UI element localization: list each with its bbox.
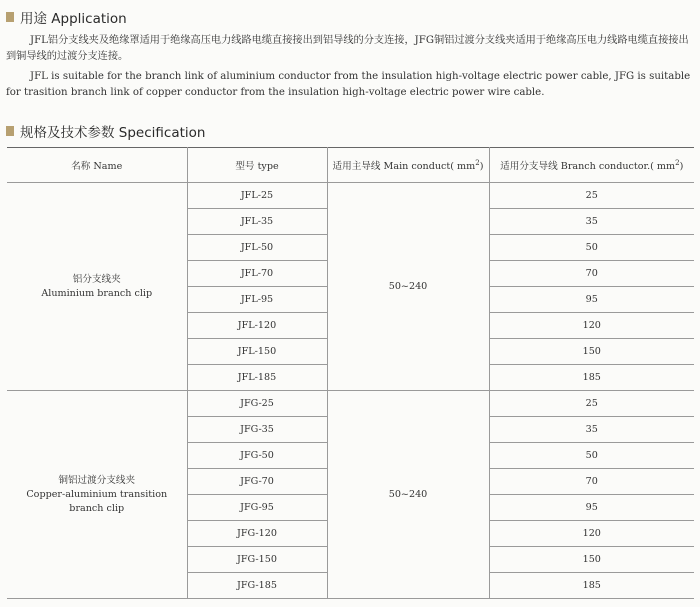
header-main-conductor: 适用主导线 Main conduct( $mm^2$): [327, 148, 489, 183]
type-cell: JFL-95: [187, 287, 327, 313]
type-cell: JFL-35: [187, 209, 327, 235]
application-heading: [6, 7, 127, 27]
product-name-cn: 铜铝过渡分支线夹: [58, 474, 136, 486]
product-name-cell: [7, 183, 187, 391]
type-cell: JFG-50: [187, 443, 327, 469]
branch-conductor-cell: 50: [489, 235, 694, 261]
heading-marker: [6, 126, 14, 136]
heading-marker: [6, 12, 14, 22]
specification-table: [7, 147, 694, 599]
type-cell: JFG-150: [187, 547, 327, 573]
header-type: 型号 type: [187, 148, 327, 183]
specification-heading: [6, 121, 205, 141]
type-cell: JFL-25: [187, 183, 327, 209]
type-cell: JFG-95: [187, 495, 327, 521]
branch-conductor-cell: 185: [489, 365, 694, 391]
product-name-cell: [7, 391, 187, 599]
branch-conductor-cell: 25: [489, 391, 694, 417]
main-conductor-cell: 50~240: [327, 391, 489, 599]
branch-conductor-cell: 35: [489, 417, 694, 443]
main-conductor-cell: 50~240: [327, 183, 489, 391]
header-branch-conductor: 适用分支导线 Branch conductor.( $mm^2$): [489, 148, 694, 183]
header-name: 名称 Name: [7, 148, 187, 183]
type-cell: JFG-25: [187, 391, 327, 417]
branch-conductor-cell: 70: [489, 469, 694, 495]
table-row: [7, 391, 694, 417]
branch-conductor-cell: 120: [489, 313, 694, 339]
product-name-cn: 铝分支线夹: [72, 273, 121, 285]
branch-conductor-cell: 50: [489, 443, 694, 469]
type-cell: JFL-50: [187, 235, 327, 261]
branch-conductor-cell: 25: [489, 183, 694, 209]
type-cell: JFL-120: [187, 313, 327, 339]
specification-heading-text: 规格及技术参数 Specification: [20, 125, 206, 141]
type-cell: JFG-70: [187, 469, 327, 495]
branch-conductor-cell: 35: [489, 209, 694, 235]
branch-conductor-cell: 70: [489, 261, 694, 287]
application-heading-text: 用途 Application: [20, 11, 127, 27]
application-text-cn: JFL铝分支线夹及绝缘罩适用于绝缘高压电力线路电缆直接接出到铝导线的分支连接，JFG铜铝过渡分支线夹适用于绝缘高压电力线路电缆直接接出到铜导线的过渡分支连接。: [6, 35, 689, 62]
type-cell: JFL-70: [187, 261, 327, 287]
type-cell: JFL-150: [187, 339, 327, 365]
type-cell: JFL-185: [187, 365, 327, 391]
type-cell: JFG-120: [187, 521, 327, 547]
branch-conductor-cell: 95: [489, 287, 694, 313]
type-cell: JFG-35: [187, 417, 327, 443]
type-cell: JFG-185: [187, 573, 327, 599]
product-name-en-line2: branch clip: [69, 502, 125, 514]
table-row: [7, 183, 694, 209]
branch-conductor-cell: 150: [489, 547, 694, 573]
product-name-en: Copper-aluminium transition: [26, 488, 168, 500]
table-header-row: [7, 148, 694, 183]
branch-conductor-cell: 120: [489, 521, 694, 547]
product-name-en: Aluminium branch clip: [41, 287, 153, 299]
branch-conductor-cell: 185: [489, 573, 694, 599]
branch-conductor-cell: 95: [489, 495, 694, 521]
application-text-en: JFL is suitable for the branch link of aluminium conductor from the insulation high-voltage electric power cable, JFG is suitable for trasition branch link of copper conductor from the insulation high-voltage electric power wire cable.: [6, 71, 691, 98]
branch-conductor-cell: 150: [489, 339, 694, 365]
